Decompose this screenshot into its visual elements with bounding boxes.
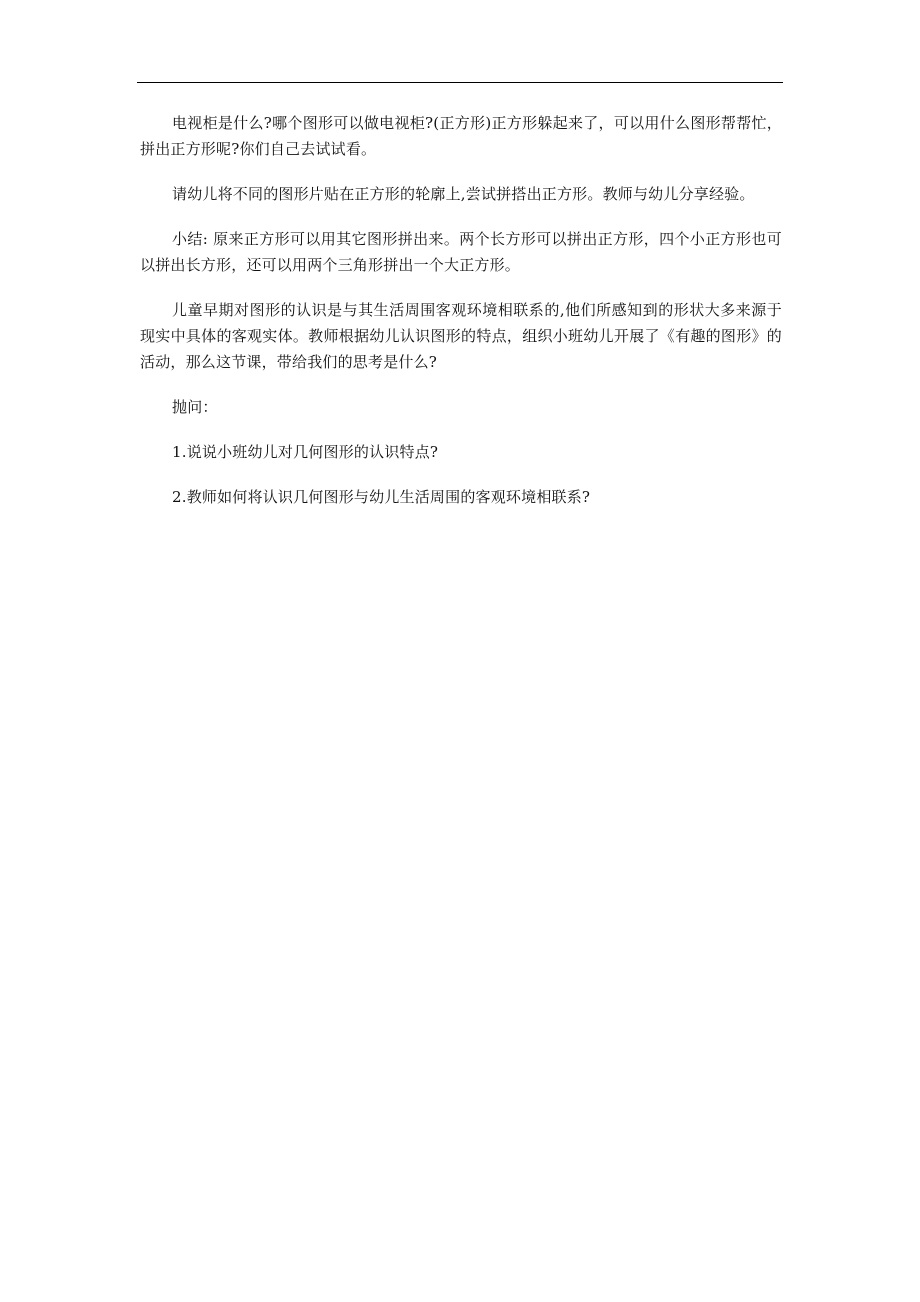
paragraph-questions-heading: 抛问： xyxy=(172,398,218,416)
paragraph-reflection: 儿童早期对图形的认识是与其生活周围客观环境相联系的,他们所感知到的形状大多来源于现实中具体的客观实体。教师根据幼儿认识图形的特点，组织小班幼儿开展了《有趣的图形》的活动，那么这节课，带给我们的思考是什么? xyxy=(140,301,782,371)
document-body xyxy=(140,110,782,529)
header-rule xyxy=(137,82,783,83)
question-item-2: 2.教师如何将认识几何图形与幼儿生活周围的客观环境相联系? xyxy=(172,488,591,506)
paragraph-activity-instruction: 请幼儿将不同的图形片贴在正方形的轮廓上,尝试拼搭出正方形。教师与幼儿分享经验。 xyxy=(172,185,755,203)
paragraph-summary: 小结: 原来正方形可以用其它图形拼出来。两个长方形可以拼出正方形，四个小正方形也可以拼出长方形，还可以用两个三角形拼出一个大正方形。 xyxy=(140,230,782,274)
question-item-1: 1.说说小班幼儿对几何图形的认识特点? xyxy=(172,443,439,461)
paragraph-tv-cabinet-question: 电视柜是什么?哪个图形可以做电视柜?(正方形)正方形躲起来了，可以用什么图形帮帮忙，拼出正方形呢?你们自己去试试看。 xyxy=(140,114,782,158)
